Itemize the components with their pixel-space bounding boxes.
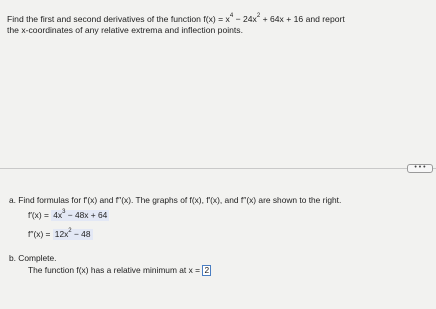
fdouble-rest: − 48 (71, 229, 91, 239)
fprime-rest: − 48x + 64 (65, 210, 108, 220)
part-b-sentence-line (28, 265, 211, 276)
fdouble-base: 12x (54, 229, 69, 239)
fdouble-answer-line (28, 229, 93, 240)
section-divider (0, 168, 436, 169)
function-term-3: + 64x + 16 and report (260, 14, 345, 24)
question-line-1 (7, 14, 427, 25)
more-options-button[interactable]: • • • (407, 164, 433, 173)
fdouble-exponent: 2 (68, 228, 72, 235)
fprime-exponent: 3 (62, 209, 66, 216)
function-term-2: − 24x (233, 14, 257, 24)
fdouble-label: f′′(x) = (28, 229, 53, 239)
fprime-answer-line (28, 210, 109, 221)
function-lhs: f(x) = x (203, 14, 230, 24)
part-b-sentence: The function f(x) has a relative minimum at x = (28, 265, 203, 275)
fprime-label: f′(x) = (28, 210, 52, 220)
fdouble-answer[interactable] (53, 229, 93, 240)
part-a-prompt: a. Find formulas for f′(x) and f′′(x). The graphs of f(x), f′(x), and f′′(x) are shown to the right. (9, 195, 342, 205)
fprime-base: 4x (53, 210, 63, 220)
exponent-4: 4 (229, 13, 234, 20)
question-intro: Find the first and second derivatives of the function (7, 14, 204, 24)
part-b-heading: b. Complete. (9, 253, 57, 263)
question-line-2: the x-coordinates of any relative extrema and inflection points. (7, 25, 243, 35)
question-text (7, 14, 427, 36)
fprime-answer[interactable] (51, 210, 109, 221)
exponent-2: 2 (256, 13, 261, 20)
relative-minimum-input[interactable]: 2 (202, 265, 211, 276)
